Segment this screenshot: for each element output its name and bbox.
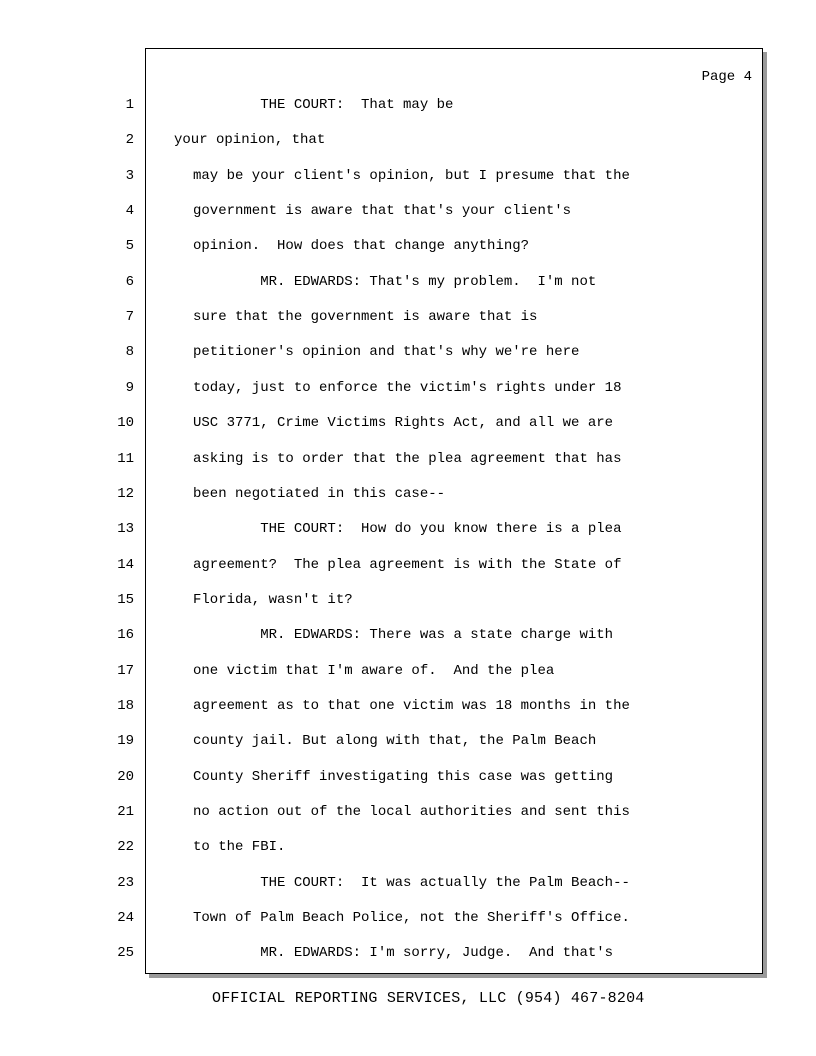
- transcript-line: no action out of the local authorities and sent this: [193, 804, 630, 820]
- transcript-line: THE COURT: It was actually the Palm Beach--: [193, 875, 630, 891]
- line-number: 21: [117, 804, 134, 820]
- transcript-line: MR. EDWARDS: I'm sorry, Judge. And that's: [193, 945, 614, 961]
- reporter-footer: OFFICIAL REPORTING SERVICES, LLC (954) 467-8204: [212, 990, 645, 1007]
- line-number: 3: [125, 168, 134, 184]
- transcript-line: one victim that I'm aware of. And the plea: [193, 663, 555, 679]
- transcript-line: been negotiated in this case--: [193, 486, 446, 502]
- transcript-line: Florida, wasn't it?: [193, 592, 353, 608]
- line-number: 16: [117, 627, 134, 643]
- transcript-line: to the FBI.: [193, 839, 286, 855]
- transcript-line: County Sheriff investigating this case was getting: [193, 769, 614, 785]
- transcript-line: sure that the government is aware that is: [193, 309, 538, 325]
- line-number: 10: [117, 415, 134, 431]
- line-number: 19: [117, 733, 134, 749]
- transcript-line: agreement? The plea agreement is with the State of: [193, 557, 622, 573]
- line-number: 14: [117, 557, 134, 573]
- line-number: 1: [125, 97, 134, 113]
- line-number: 18: [117, 698, 134, 714]
- transcript-line: today, just to enforce the victim's rights under 18: [193, 380, 622, 396]
- transcript-line: USC 3771, Crime Victims Rights Act, and all we are: [193, 415, 614, 431]
- transcript-line: county jail. But along with that, the Palm Beach: [193, 733, 597, 749]
- line-number: 23: [117, 875, 134, 891]
- transcript-line: petitioner's opinion and that's why we're here: [193, 344, 580, 360]
- line-number: 17: [117, 663, 134, 679]
- transcript-line: MR. EDWARDS: There was a state charge with: [193, 627, 614, 643]
- transcript-page-frame: [145, 48, 763, 974]
- transcript-line: THE COURT: That may be: [193, 97, 454, 113]
- line-number: 9: [125, 380, 134, 396]
- transcript-line: THE COURT: How do you know there is a plea: [193, 521, 622, 537]
- transcript-line: agreement as to that one victim was 18 months in the: [193, 698, 630, 714]
- transcript-line: may be your client's opinion, but I presume that the: [193, 168, 630, 184]
- transcript-line: your opinion, that: [174, 132, 326, 148]
- line-number: 13: [117, 521, 134, 537]
- line-number: 22: [117, 839, 134, 855]
- line-number: 20: [117, 769, 134, 785]
- line-number: 25: [117, 945, 134, 961]
- transcript-line: asking is to order that the plea agreement that has: [193, 451, 622, 467]
- line-number: 15: [117, 592, 134, 608]
- line-number: 5: [125, 238, 134, 254]
- line-number: 11: [117, 451, 134, 467]
- transcript-line: Town of Palm Beach Police, not the Sheriff's Office.: [193, 910, 630, 926]
- line-number: 24: [117, 910, 134, 926]
- line-number: 12: [117, 486, 134, 502]
- page-number: Page 4: [701, 69, 752, 85]
- transcript-line: MR. EDWARDS: That's my problem. I'm not: [193, 274, 597, 290]
- transcript-line: government is aware that that's your client's: [193, 203, 572, 219]
- transcript-line: opinion. How does that change anything?: [193, 238, 530, 254]
- line-number: 7: [125, 309, 134, 325]
- line-number: 6: [125, 274, 134, 290]
- line-number: 4: [125, 203, 134, 219]
- line-number: 2: [125, 132, 134, 148]
- line-number: 8: [125, 344, 134, 360]
